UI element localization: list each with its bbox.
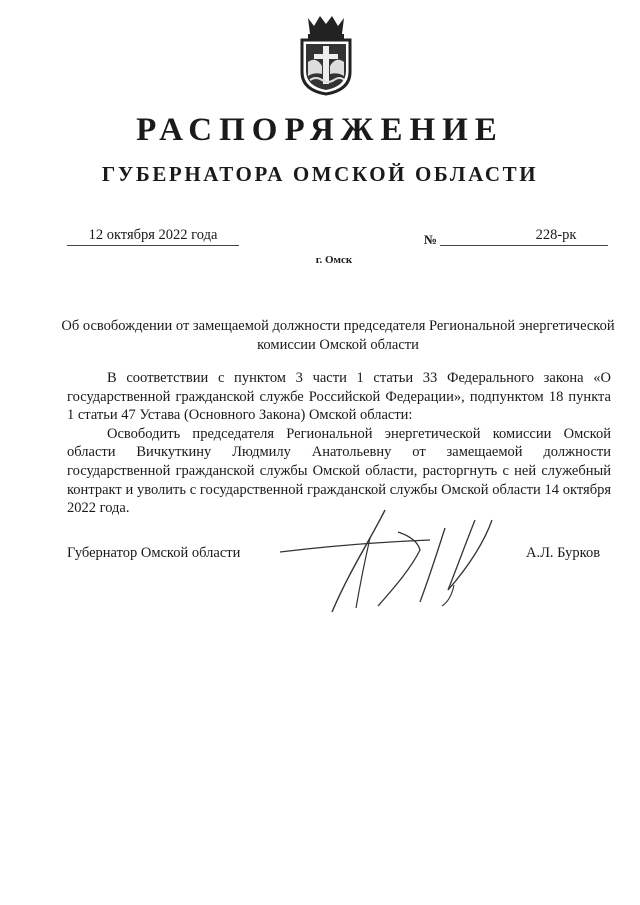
document-city: г. Омск <box>315 254 353 266</box>
body-paragraph: В соответствии с пунктом 3 части 1 статьи 33 Федерального закона «О государственной гражданской службе Российской Федерации», подпунктом 18 пункта 1 статьи 47 Устава (Основного Закона) Омской области: <box>67 370 611 424</box>
number-sign: № <box>424 232 438 247</box>
document-number: 228-рк <box>535 227 577 243</box>
document-subtitle: ГУБЕРНАТОРА ОМСКОЙ ОБЛАСТИ <box>101 162 539 186</box>
document-title: РАСПОРЯЖЕНИЕ <box>136 112 504 148</box>
document-heading: Об освобождении от замещаемой должности председателя Региональной энергетической комиссии Омской области <box>61 318 615 353</box>
signatory-position: Губернатор Омской области <box>67 545 241 561</box>
body-paragraph: Освободить председателя Региональной энергетической комиссии Омской области Вичкуткину Людмилу Анатольевну от замещаемой должности государственной гражданской службы Омской области, расторгнуть с ней служебный контракт и уволить с государственной гражданской службы Омской области 14 октября 2022 года. <box>67 425 611 517</box>
coat-of-arms-icon <box>296 12 356 96</box>
document-date: 12 октября 2022 года <box>67 226 239 246</box>
document-number-field <box>440 226 608 246</box>
handwritten-signature <box>270 490 520 620</box>
signatory-name: А.Л. Бурков <box>526 545 601 561</box>
